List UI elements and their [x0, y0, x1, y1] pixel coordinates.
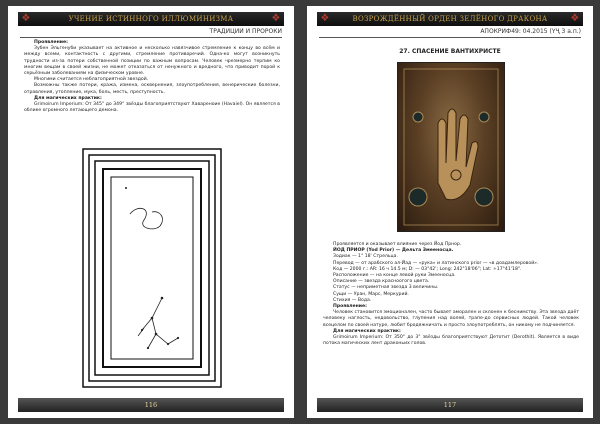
right-page [307, 6, 593, 418]
manifest-heading: Проявление: [333, 304, 367, 310]
info-line: Код — 2000 г.: АR: 16 ч 14.5 м; D: — 03°42'; Long: 242°18'06"; Lat: +17°41'18". [333, 266, 522, 272]
hand-artwork-image [397, 62, 505, 232]
paragraph: Grimoirum Imperium: От 345° до 349° звёзды благоприятствуют Хавареноиe (Havaiel). Он является в облике огромного летающего демона. [24, 102, 280, 114]
info-line: Статус — неприметная звезда 3 величины. [333, 285, 439, 291]
info-line: Описание — звезда красноогого цвета. [333, 279, 430, 285]
left-subheader: ТРАДИЦИИ И ПРОРОКИ [20, 28, 282, 38]
info-line: Зодиак — 1° 18' Стрельца. [333, 254, 398, 260]
left-page [8, 6, 294, 418]
paragraph: Зубен Эльгенуби указывает на активное и несколько навязчивое стремление к концу во всём и между всеми, контактность с другими, стремление противоречий. Одна-ко могут возникнуть трудности из-за потери собственной позиции по важным вопросам. Человек чрезмерно терпим ко многим вещам в своей жизни, не может отказаться от ненужного и вредного, что приводит порой к серьёзным заболеваниям на физическом уровне. [24, 46, 280, 77]
paragraph: Возможны также потери, кража, измена, осквернения, злоупотребления, венерические болезни, отравления, утопление, мука, боль, месть, преступность. [24, 83, 280, 95]
right-page-number: 117 [317, 398, 583, 412]
info-line: Стихия — Вода. [333, 297, 372, 303]
right-subheader: АПОКРИФ49: 04.2015 (ҮҶ 3 а.п.) [319, 28, 581, 38]
info-line: ЙОД ПРИОР (Yod Prior) — Дельта Змееносца. [333, 248, 454, 254]
dragon-emblem-icon: ❖ [21, 13, 31, 24]
info-line: Перевод — от арабского ал-Йад — «рука» и латинского prior — «в доадамлеровой». [333, 260, 539, 266]
left-body-text [24, 40, 280, 114]
practice-heading: Для магических практик: [34, 95, 102, 101]
practice-heading: Для магических практик: [333, 328, 401, 334]
manifest-heading: Проявление: [34, 40, 68, 45]
paragraph: Grimoirum Imperium: От 350° до 3° звёзды благоприятствуют Детотит (Derothit). Является в виде потока магических лент драконьих голов. [323, 335, 579, 347]
paragraph: Проявляется и оказывает влияние через Йод Прнор. [333, 242, 462, 247]
dragon-emblem-icon: ❖ [320, 13, 330, 24]
right-body-text [323, 242, 579, 347]
info-line: Сущи — Уран, Марс, Меркурий. [333, 291, 409, 297]
constellation-diagram [82, 148, 222, 388]
paragraph: Многими считается неблагоприятной звездой. [34, 77, 149, 83]
chapter-title: 27. СПАСЕНИЕ ВАНТИХРИСТЕ [399, 48, 501, 55]
right-banner-title: ВОЗРОЖДЁННЫЙ ОРДЕН ЗЕЛЁНОГО ДРАКОНА [352, 15, 548, 23]
right-banner [317, 12, 583, 26]
left-banner-title: УЧЕНИЕ ИСТИННОГО ИЛЛЮМИНИЗМА [68, 15, 234, 23]
dragon-emblem-icon: ❖ [271, 13, 281, 24]
dragon-emblem-icon: ❖ [570, 13, 580, 24]
left-page-number: 116 [18, 398, 284, 412]
left-banner [18, 12, 284, 26]
info-line: Расположение — на конце левой руки Змееносца. [333, 273, 456, 279]
paragraph: Человек становится эмоционален, часто бывает аморален и склонен к беснимству. Эта звезда даёт человеку наглость, недовольство, глупения над волей, трапе-до сервисных людей. Такой человек всецелом по своей натуре, любит бродяжничать и просто злоупотреблять, он никому не подчиняется. [323, 310, 579, 328]
